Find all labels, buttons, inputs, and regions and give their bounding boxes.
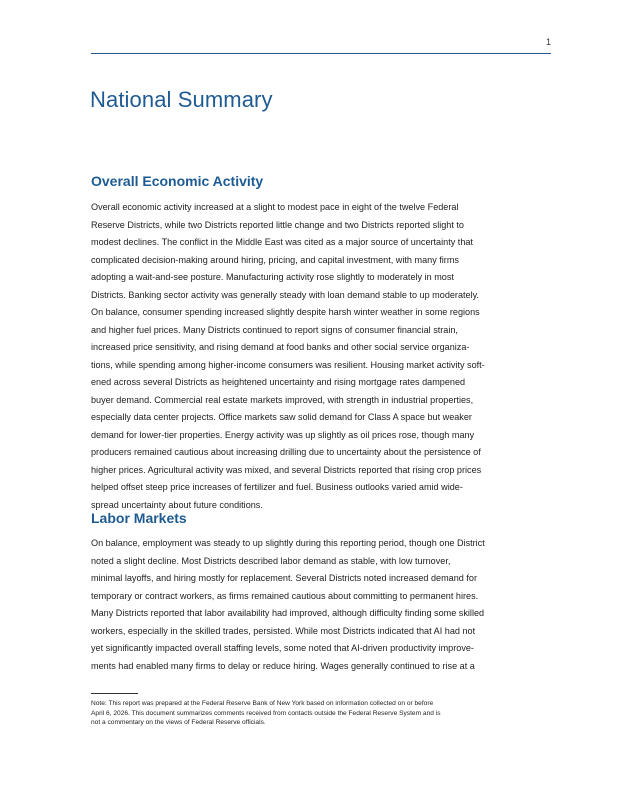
body-line: Overall economic activity increased at a slight to modest pace in eight of the twelve Federal [91, 202, 459, 212]
footnote-line: April 6, 2026. This document summarizes comments received from contacts outside the Federal Reserve System and is [91, 709, 441, 717]
body-line: demand for lower-tier properties. Energy activity was up slightly as oil prices rose, though many [91, 429, 475, 440]
body-line: complicated decision-making around hiring, pricing, and capital investment, with many firms [91, 254, 459, 265]
body-line: On balance, employment was steady to up slightly during this reporting period, though one District [91, 538, 485, 548]
body-line: modest declines. The conflict in the Middle East was cited as a major source of uncertainty that [91, 237, 473, 247]
body-line: ments had enabled many firms to delay or reduce hiring. Wages generally continued to rise at a [91, 660, 475, 671]
body-line: producers remained cautious about increasing drilling due to uncertainty about the persistence of [91, 447, 481, 457]
body-line: spread uncertainty about future conditions. [91, 499, 263, 510]
section-body-overall-economic-activity [91, 199, 537, 514]
body-line: adopting a wait-and-see posture. Manufacturing activity rose slightly to moderately in most [91, 272, 454, 282]
body-line: Reserve Districts, while two Districts reported little change and two Districts reported slight to [91, 219, 464, 230]
page-title: National Summary [90, 87, 273, 112]
body-line: minimal layoffs, and hiring mostly for replacement. Several Districts noted increased demand for [91, 573, 477, 583]
body-line: noted a slight decline. Most Districts described labor demand as stable, with low turnover, [91, 555, 451, 566]
footnote [91, 699, 541, 728]
body-line: especially data center projects. Office markets saw solid demand for Class A space but weaker [91, 412, 472, 422]
body-line: helped offset steep price increases of fertilizer and fuel. Business outlooks varied amid wide- [91, 482, 463, 492]
body-line: higher prices. Agricultural activity was mixed, and several Districts reported that rising crop prices [91, 464, 482, 475]
body-line: On balance, consumer spending increased slightly despite harsh winter weather in some regions [91, 307, 480, 317]
page-number: 1 [545, 37, 551, 47]
body-line: increased price sensitivity, and rising demand at food banks and other social service organiza- [91, 342, 470, 352]
footnote-line: not a commentary on the views of Federal Reserve officials. [91, 719, 266, 727]
section-heading-labor-markets: Labor Markets [91, 510, 187, 526]
body-line: ened across several Districts as heightened uncertainty and rising mortgage rates dampened [91, 377, 466, 387]
body-line: temporary or contract workers, as firms remained cautious about committing to permanent hires. [91, 590, 479, 601]
body-line: Districts. Banking sector activity was generally steady with loan demand stable to up moderately. [91, 289, 480, 300]
body-line: tions, while spending among higher-income consumers was resilient. Housing market activity soft- [91, 359, 485, 370]
section-heading-overall-economic-activity: Overall Economic Activity [91, 173, 264, 189]
body-line: yet significantly impacted overall staffing levels, some noted that AI-driven productivity improve- [91, 643, 474, 653]
body-line: buyer demand. Commercial real estate markets improved, with strength in industrial properties, [91, 394, 474, 405]
section-body-labor-markets [91, 535, 537, 675]
footnote-line: Note: This report was prepared at the Federal Reserve Bank of New York based on information collected on or before [91, 700, 434, 707]
body-line: and higher fuel prices. Many Districts continued to report signs of consumer financial strain, [91, 324, 458, 335]
body-line: Many Districts reported that labor availability had improved, although difficulty finding some skilled [91, 608, 485, 618]
footnote-rule [91, 693, 138, 694]
body-line: workers, especially in the skilled trades, persisted. While most Districts indicated that AI had not [91, 625, 476, 636]
header-rule [91, 53, 551, 54]
